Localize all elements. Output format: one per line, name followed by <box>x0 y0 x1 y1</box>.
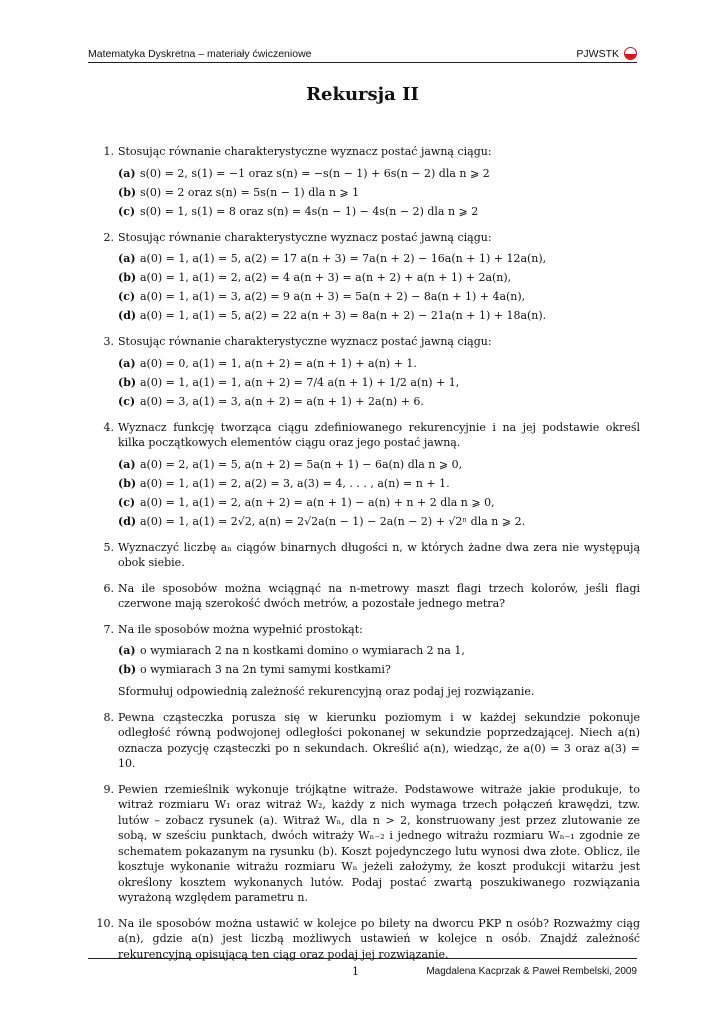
subitem-text: a(0) = 0, a(1) = 1, a(n + 2) = a(n + 1) + a(n) + 1. <box>140 356 417 370</box>
subitem <box>118 394 640 410</box>
subitem-text: o wymiarach 3 na 2n tymi samymi kostkami? <box>140 663 391 676</box>
problem <box>100 581 640 612</box>
subitem-label: (b) <box>118 185 137 199</box>
subitem-label: (b) <box>118 476 137 490</box>
subitem <box>118 662 640 678</box>
subitem-list <box>118 356 640 410</box>
problem-text: Stosując równanie charakterystyczne wyznacz postać jawną ciągu: <box>118 145 492 158</box>
problem-text: Wyznacz funkcję tworząca ciągu zdefiniowanego rekurencyjnie i na jej podstawie określ kilka początkowych elementów ciągu oraz jego postać jawną. <box>118 420 640 449</box>
subitem-text: a(0) = 1, a(1) = 3, a(2) = 9 a(n + 3) = 5a(n + 2) − 8a(n + 1) + 4a(n), <box>140 290 526 303</box>
problem-note: Sformułuj odpowiednią zależność rekurencyjną oraz podaj jej rozwiązanie. <box>118 685 535 698</box>
subitem-label: (a) <box>118 252 136 265</box>
problem-number: 6. <box>103 581 114 595</box>
subitem <box>118 204 640 220</box>
problem-number: 3. <box>103 335 114 348</box>
subitem <box>118 289 640 305</box>
problem <box>100 420 640 530</box>
subitem <box>118 356 640 372</box>
problem <box>100 622 640 700</box>
subitem-text: a(0) = 1, a(1) = 5, a(2) = 17 a(n + 3) = 7a(n + 2) − 16a(n + 1) + 12a(n), <box>140 252 547 265</box>
subitem <box>118 270 640 286</box>
subitem-text: a(0) = 1, a(1) = 2, a(n + 2) = a(n + 1) − a(n) + n + 2 dla n ⩾ 0, <box>140 495 495 509</box>
problem-text: Pewna cząsteczka porusza się w kierunku poziomym i w każdej sekundzie pokonuje odległość równą podwojonej odległości pokonanej w sekundzie poprzedzającej. Niech a(n) oznacza pozycję cząsteczki po n sekundach. Określić a(n), wiedząc, że a(0) = 3 oraz a(3) = 10. <box>118 710 640 770</box>
subitem-text: s(0) = 2 oraz s(n) = 5s(n − 1) dla n ⩾ 1 <box>140 185 360 199</box>
problem-number: 7. <box>103 622 114 636</box>
problem-text: Na ile sposobów można ustawić w kolejce po bilety na dworcu PKP n osób? Rozważmy ciąg a(n), gdzie a(n) jest liczbą możliwych ustawień w kolejce n osób. Znajdź zależność rekurencyjną opisującą ten ciąg oraz podaj jej rozwiązanie. <box>118 916 640 961</box>
problem-list <box>96 144 640 972</box>
subitem-text: s(0) = 2, s(1) = −1 oraz s(n) = −s(n − 1) + 6s(n − 2) dla n ⩾ 2 <box>140 166 490 180</box>
problem-text: Stosując równanie charakterystyczne wyznacz postać jawną ciągu: <box>118 335 492 348</box>
problem-text: Na ile sposobów można wypełnić prostokąt: <box>118 622 363 636</box>
problem <box>96 916 640 963</box>
subitem-text: s(0) = 1, s(1) = 8 oraz s(n) = 4s(n − 1) − 4s(n − 2) dla n ⩾ 2 <box>140 204 479 218</box>
subitem <box>118 251 640 267</box>
subitem <box>118 643 640 659</box>
subitem-label: (a) <box>118 457 136 471</box>
subitem-text: a(0) = 1, a(1) = 5, a(2) = 22 a(n + 3) = 8a(n + 2) − 21a(n + 1) + 18a(n). <box>140 309 547 322</box>
subitem-list <box>118 166 640 220</box>
problem <box>100 230 640 325</box>
subitem <box>118 166 640 182</box>
subitem <box>118 495 640 511</box>
problem <box>100 782 640 906</box>
subitem-text: a(0) = 3, a(1) = 3, a(n + 2) = a(n + 1) + 2a(n) + 6. <box>140 394 424 408</box>
page-header <box>88 44 637 64</box>
institution <box>576 47 637 60</box>
page-number: 1 <box>352 965 359 978</box>
subitem-list <box>118 643 640 678</box>
problem <box>100 334 640 410</box>
course-title: Matematyka Dyskretna – materiały ćwiczeniowe <box>88 48 312 60</box>
problem-number: 10. <box>96 916 114 930</box>
subitem-label: (a) <box>118 644 136 657</box>
subitem <box>118 457 640 473</box>
subitem-text: a(0) = 1, a(1) = 2, a(2) = 4 a(n + 3) = a(n + 2) + a(n + 1) + 2a(n), <box>140 271 512 284</box>
subitem-list <box>118 457 640 530</box>
problem-text: Pewien rzemieślnik wykonuje trójkątne witraże. Podstawowe witraże jakie produkuje, to witraż rozmiaru W₁ oraz witraż W₂, każdy z nich wymaga trzech połączeń krawędzi, tzw. lutów – zobacz rysunek (a). Witraż Wₙ, dla n > 2, konstruowany jest przez zlutowanie ze sobą, w sześciu punktach, dwóch witraży Wₙ₋₂ i jednego witrażu rozmiaru Wₙ₋₁ zgodnie ze schematem pokazanym na rysunku (b). Koszt pojedynczego lutu wynosi dwa złote. Oblicz, ile kosztuje wykonanie witrażu rozmiaru Wₙ jeżeli założymy, że koszt produkcji witarżu jest określony kosztem wykonanych lutów. Podaj postać zwartą poszukiwanego rozwiązania wyrażoną względem parametru n. <box>118 782 640 904</box>
subitem-list <box>118 251 640 324</box>
subitem <box>118 185 640 201</box>
subitem-label: (b) <box>118 663 137 676</box>
subitem-label: (c) <box>118 204 136 218</box>
problem-text: Na ile sposobów można wciągnąć na n-metrowy maszt flagi trzech kolorów, jeśli flagi czerwone mają szerokość dwóch metrów, a pozostałe jednego metra? <box>118 581 640 610</box>
footer-authors: Magdalena Kacprzak & Paweł Rembelski, 2009 <box>426 966 637 977</box>
subitem <box>118 476 640 492</box>
subitem-label: (b) <box>118 375 137 389</box>
problem-text: Stosując równanie charakterystyczne wyznacz postać jawną ciągu: <box>118 230 492 244</box>
problem-number: 2. <box>103 230 114 244</box>
subitem-label: (c) <box>118 394 136 408</box>
subitem-label: (a) <box>118 356 136 370</box>
subitem-label: (d) <box>118 309 137 322</box>
problem-number: 8. <box>103 710 114 724</box>
header-rule <box>88 62 637 63</box>
document-title: Rekursja II <box>306 84 419 105</box>
pjwstk-logo-icon <box>624 47 637 60</box>
problem-number: 1. <box>103 145 114 158</box>
problem <box>100 144 640 220</box>
problem-number: 4. <box>103 420 114 434</box>
subitem <box>118 514 640 530</box>
problem-number: 9. <box>103 782 114 796</box>
subitem <box>118 375 640 391</box>
subitem-label: (a) <box>118 166 136 180</box>
subitem-label: (c) <box>118 495 136 509</box>
footer-rule <box>88 958 637 959</box>
subitem-label: (d) <box>118 514 137 528</box>
subitem-text: a(0) = 1, a(1) = 2, a(2) = 3, a(3) = 4, . . . , a(n) = n + 1. <box>140 476 450 490</box>
problem <box>100 710 640 772</box>
problem-text: Wyznaczyć liczbę aₙ ciągów binarnych długości n, w których żadne dwa zera nie występują obok siebie. <box>118 540 640 569</box>
subitem-label: (c) <box>118 290 136 303</box>
subitem <box>118 308 640 324</box>
subitem-label: (b) <box>118 271 137 284</box>
problem <box>100 540 640 571</box>
subitem-text: a(0) = 1, a(1) = 1, a(n + 2) = 7/4 a(n + 1) + 1/2 a(n) + 1, <box>140 375 460 389</box>
subitem-text: a(0) = 2, a(1) = 5, a(n + 2) = 5a(n + 1) − 6a(n) dla n ⩾ 0, <box>140 457 463 471</box>
subitem-text: o wymiarach 2 na n kostkami domino o wymiarach 2 na 1, <box>140 644 465 657</box>
problem-number: 5. <box>103 540 114 554</box>
institution-name: PJWSTK <box>576 47 619 60</box>
subitem-text: a(0) = 1, a(1) = 2√2, a(n) = 2√2a(n − 1) − 2a(n − 2) + √2ⁿ dla n ⩾ 2. <box>140 514 526 528</box>
